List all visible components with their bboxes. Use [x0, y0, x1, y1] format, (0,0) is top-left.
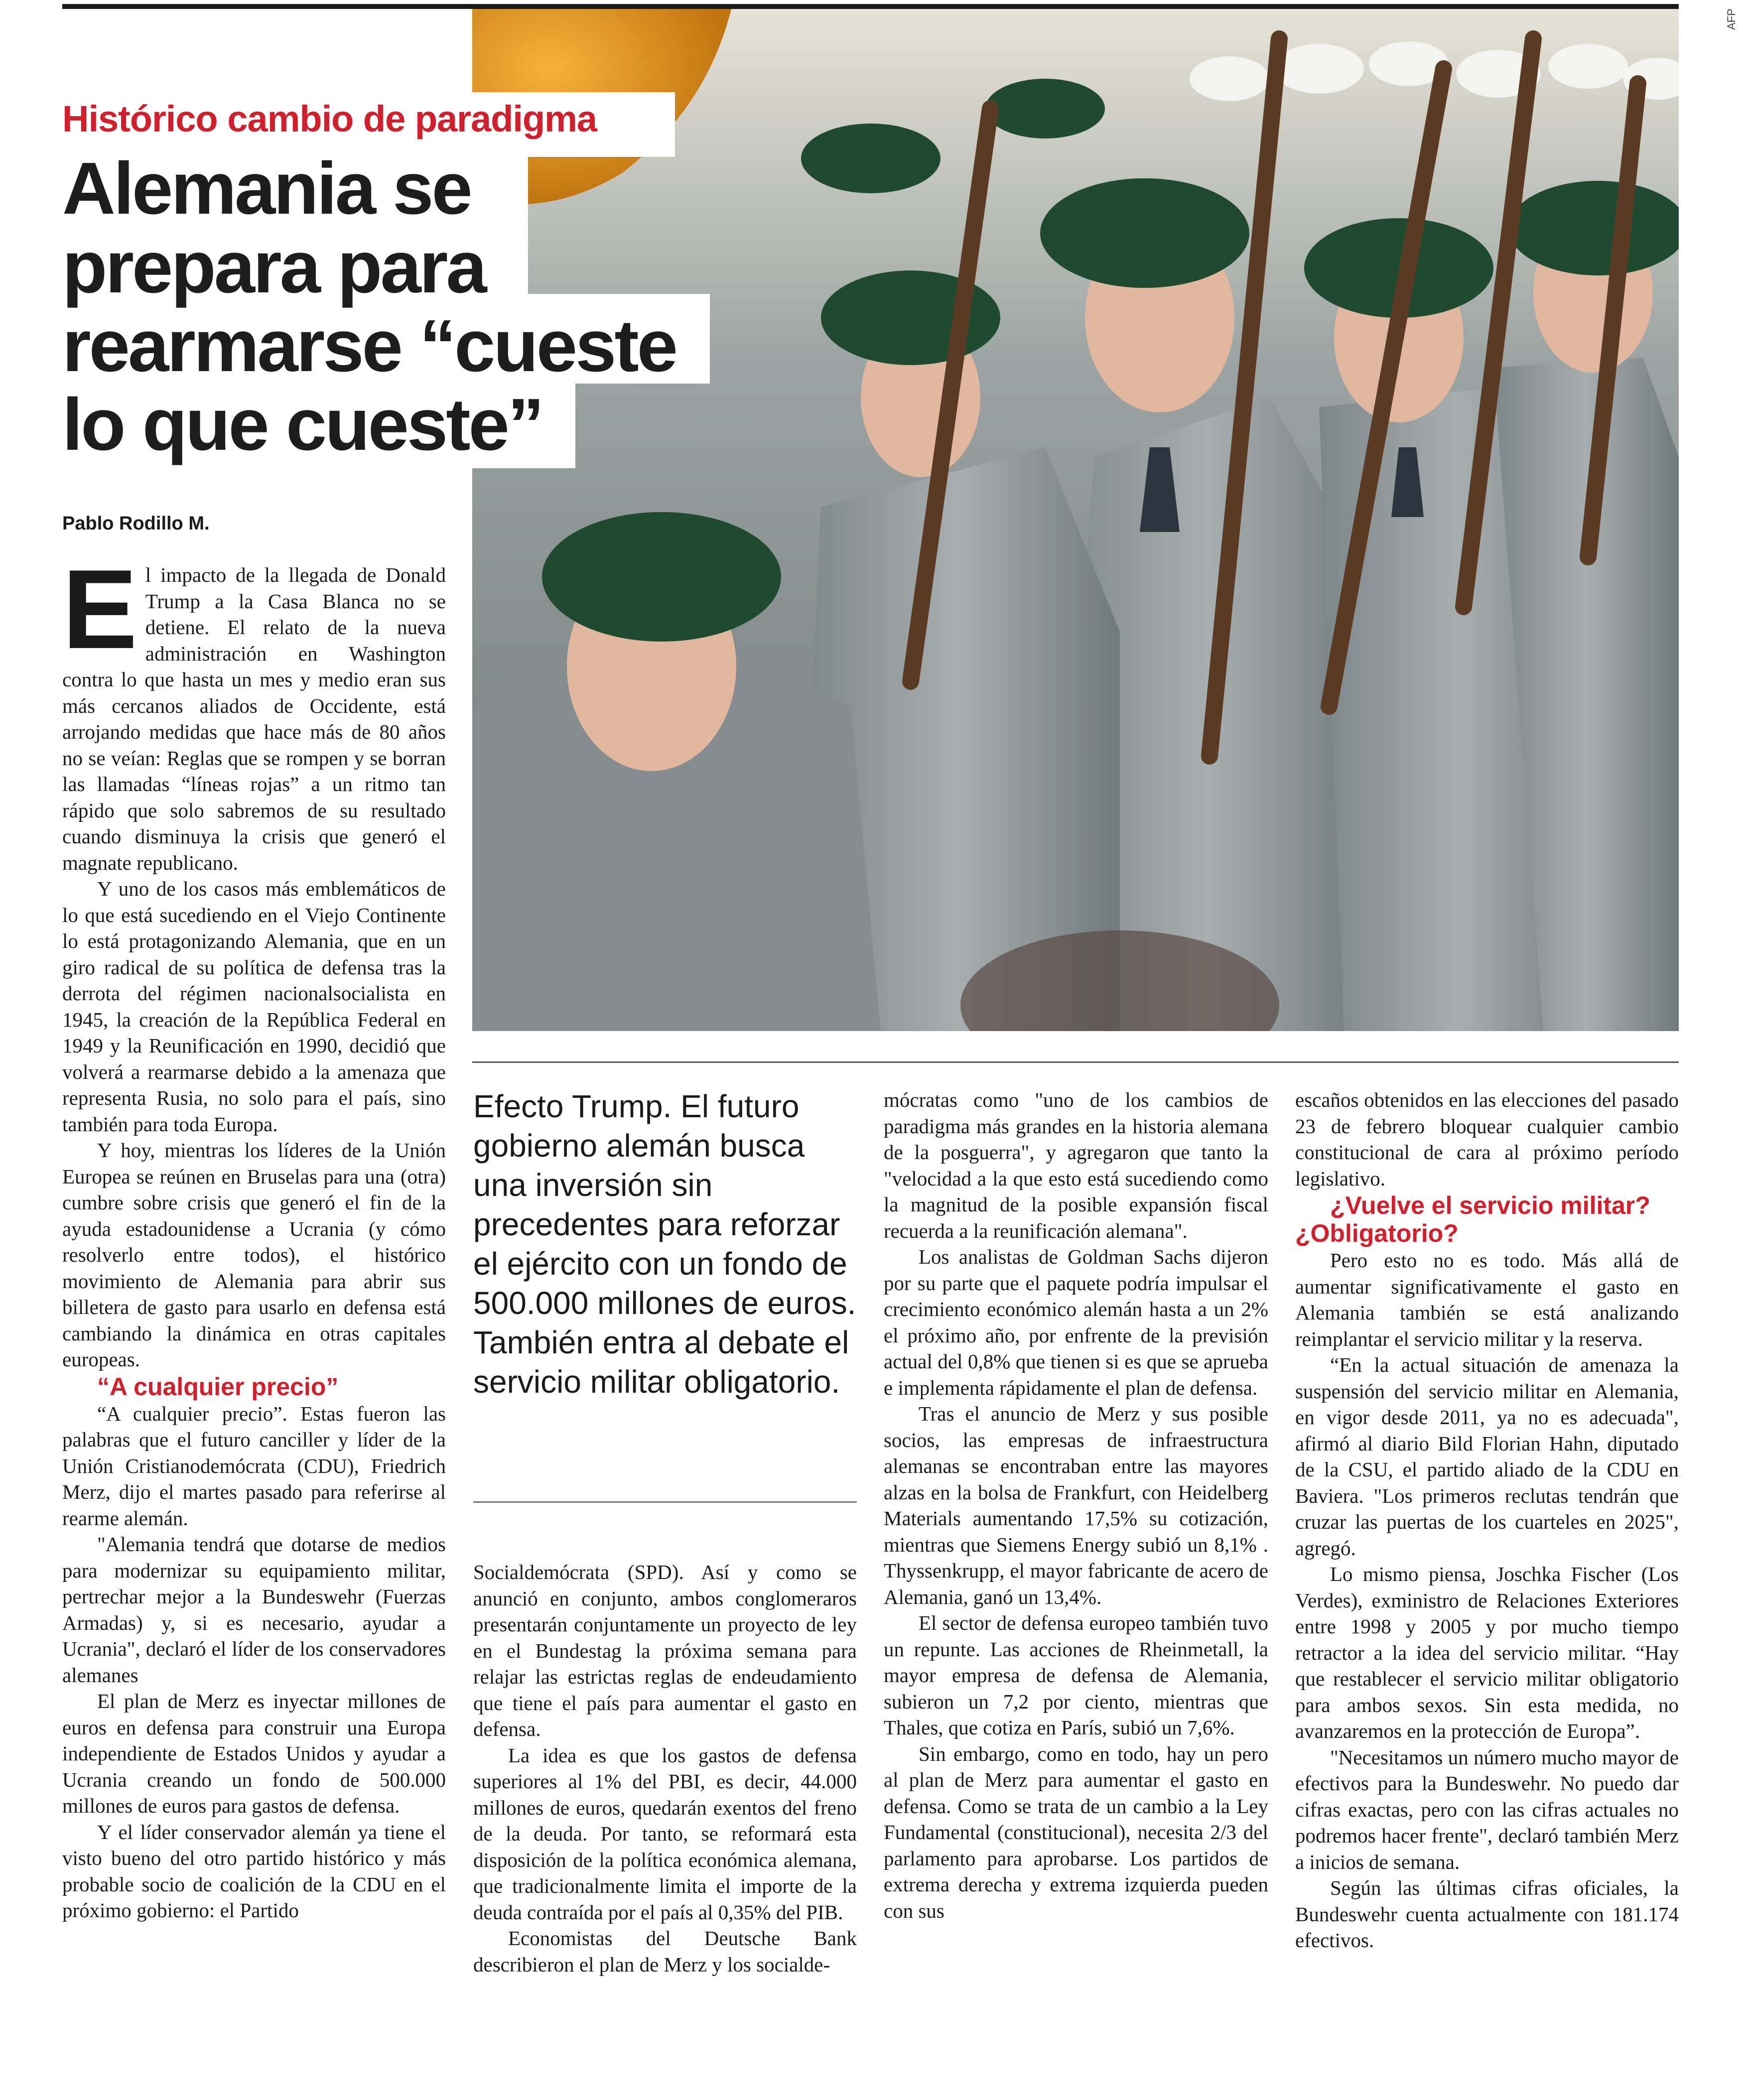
- headline: Alemania se prepara para rearmarse “cueste lo que cueste”: [62, 147, 676, 466]
- paragraph: Socialdemócrata (SPD). Así y como se anunció en conjunto, ambos conglomeraros presentarán conjuntamente un proyecto de ley en el Bundestag la próxima semana para relajar las estrictas reglas de endeudamiento que tiene el país para aumentar el gasto en defensa.: [473, 1561, 857, 1740]
- column-1: [62, 546, 446, 1924]
- paragraph: El sector de defensa europeo también tuvo un repunte. Las acciones de Rheinmetall, la mayor empresa de defensa de Alemania, subieron un 7,2 por ciento, mientras que Thales, que cotiza en París, subió un 7,6%.: [884, 1611, 1268, 1739]
- paragraph: mócratas como "uno de los cambios de paradigma más grandes en la historia alemana de la posguerra", y agregaron que tanto la "velocidad a la que esto está sucediendo como la magnitud de la posible expansión fiscal recuerda a la reunificación alemana".: [884, 1088, 1268, 1242]
- paragraph: “A cualquier precio”. Estas fueron las palabras que el futuro canciller y líder de la Unión Cristianodemócrata (CDU), Friedrich Merz, dijo el martes pasado para referirse al rearme alemán.: [62, 1402, 446, 1530]
- paragraph: "Necesitamos un número mucho mayor de efectivos para la Bundeswehr. No puedo dar cifras exactas, pero con las cifras actuales no podremos hacer frente", declaró también Merz a inicios de semana.: [1295, 1745, 1679, 1873]
- paragraph: "Alemania tendrá que dotarse de medios para modernizar su equipamiento militar, pertrechar mejor a la Bundeswehr (Fuerzas Armadas) y, si es necesario, ayudar a Ucrania", declaró el líder de los conservadores alemanes: [62, 1533, 446, 1687]
- paragraph: “En la actual situación de amenaza la suspensión del servicio militar en Alemania, en vigor desde 2011, ya no es adecuada", afirmó al diario Bild Florian Hahn, diputado de la CSU, el partido aliado de la CDU en Baviera. "Los primeros reclutas tendrán que cruzar las puertas de los cuarteles en 2025", agregó.: [1295, 1353, 1679, 1560]
- column-4: [1295, 1087, 1679, 1954]
- paragraph: Economistas del Deutsche Bank describieron el plan de Merz y los socialde-: [473, 1927, 857, 1976]
- pull-quote-rule: [473, 1501, 857, 1503]
- paragraph: Los analistas de Goldman Sachs dijeron por su parte que el paquete podría impulsar el crecimiento económico alemán hasta a un 2% el próximo año, por enfrente de la previsión actual del 0,8% que tienen si es que se aprueba e implementa rápidamente el plan de defensa.: [884, 1245, 1268, 1399]
- paragraph: escaños obtenidos en las elecciones del pasado 23 de febrero bloquear cualquier cambio constitucional de cara al próximo período legislativo.: [1295, 1088, 1679, 1190]
- paragraph: l impacto de la llegada de Donald Trump a la Casa Blanca no se detiene. El relato de la nueva administración en Washington contra lo que hasta un mes y medio eran sus más cercanos aliados de Occidente, está arrojando medidas que hace más de 80 años no se veían: Reglas que se rompen y se borran las llamadas “líneas rojas” a un ritmo tan rápido que solo sabremos de su resultado cuando disminuya la crisis que generó el magnate republicano.: [62, 563, 446, 874]
- paragraph: Lo mismo piensa, Joschka Fischer (Los Verdes), exministro de Relaciones Exteriores entre 1998 y 2005 y por mucho tiempo retractor a la idea del servicio militar. “Hay que restablecer el servicio militar obligatorio para ambos sexos. Sin esta medida, no avanzaremos en la protección de Europa”.: [1295, 1563, 1679, 1742]
- drop-cap: E: [62, 546, 137, 672]
- subhead: ¿Vuelve el servicio militar? ¿Obligatorio?: [1295, 1191, 1650, 1247]
- byline: Pablo Rodillo M.: [62, 513, 210, 534]
- kicker: Histórico cambio de paradigma: [62, 98, 597, 139]
- paragraph: Sin embargo, como en todo, hay un pero al plan de Merz para aumentar el gasto en defensa. Como se trata de un cambio a la Ley Fundamental (constitucional), necesita 2/3 del parlamento para aprobarse. Los partidos de extrema derecha y extrema izquierda pueden con sus: [884, 1742, 1268, 1922]
- pull-quote: Efecto Trump. El futuro gobierno alemán busca una inversión sin precedentes para reforzar el ejército con un fondo de 500.000 millones de euros. También entra al debate el servicio militar obligatorio.: [473, 1088, 856, 1400]
- paragraph: La idea es que los gastos de defensa superiores al 1% del PBI, es decir, 44.000 millones de euros, quedarán exentos del freno de la deuda. Por tanto, se reformará esta disposición de la política económica alemana, que tradicionalmente limita el importe de la deuda contraída por el país al 0,35% del PIB.: [473, 1743, 857, 1924]
- paragraph: Y hoy, mientras los líderes de la Unión Europea se reúnen en Bruselas para una (otra) cumbre sobre crisis que generó el fin de la ayuda estadounidense a Ucrania (y cómo resolverlo entre todos), el histórico movimiento de Alemania para abrir sus billetera de gasto para usarlo en defensa está cambiando la dinámica en otras capitales europeas.: [62, 1139, 446, 1371]
- subhead: “A cualquier precio”: [97, 1372, 339, 1401]
- paragraph: El plan de Merz es inyectar millones de euros en defensa para construir una Europa independiente de Estados Unidos y ayudar a Ucrania creando un fondo de 500.000 millones de euros para gastos de defensa.: [62, 1690, 446, 1817]
- paragraph: Pero esto no es todo. Más allá de aumentar significativamente el gasto en Alemania también se está analizando reimplantar el servicio militar y la reserva.: [1295, 1249, 1679, 1350]
- photo-credit: AFP: [1725, 8, 1738, 30]
- paragraph: Y uno de los casos más emblemáticos de lo que está sucediendo en el Viejo Continente lo está protagonizando Alemania, que en un giro radical de su política de defensa tras la derrota del régimen nacionalsocialista en 1945, la creación de la República Federal en 1949 y la Reunificación en 1990, decidió que volverá a rearmarse debido a la amenaza que representa Rusia, no solo para el país, sino también para toda Europa.: [62, 877, 446, 1136]
- column-2: [473, 1559, 857, 1977]
- section-divider: [472, 1061, 1679, 1063]
- paragraph: Y el líder conservador alemán ya tiene el visto bueno del otro partido histórico y más probable socio de coalición de la CDU en el próximo gobierno: el Partido: [62, 1820, 446, 1922]
- column-3: [884, 1087, 1268, 1924]
- paragraph: Tras el anuncio de Merz y sus posible socios, las empresas de infraestructura alemanas se encontraban entre las mayores alzas en la bolsa de Frankfurt, con Heidelberg Materials aumentando 17,5% su cotización, mientras que Siemens Energy subió un 8,1% . Thyssenkrupp, el mayor fabricante de acero de Alemania, ganó un 13,4%.: [884, 1402, 1268, 1608]
- paragraph: Según las últimas cifras oficiales, la Bundeswehr cuenta actualmente con 181.174 efectivos.: [1295, 1876, 1679, 1952]
- top-rule: [62, 4, 1679, 9]
